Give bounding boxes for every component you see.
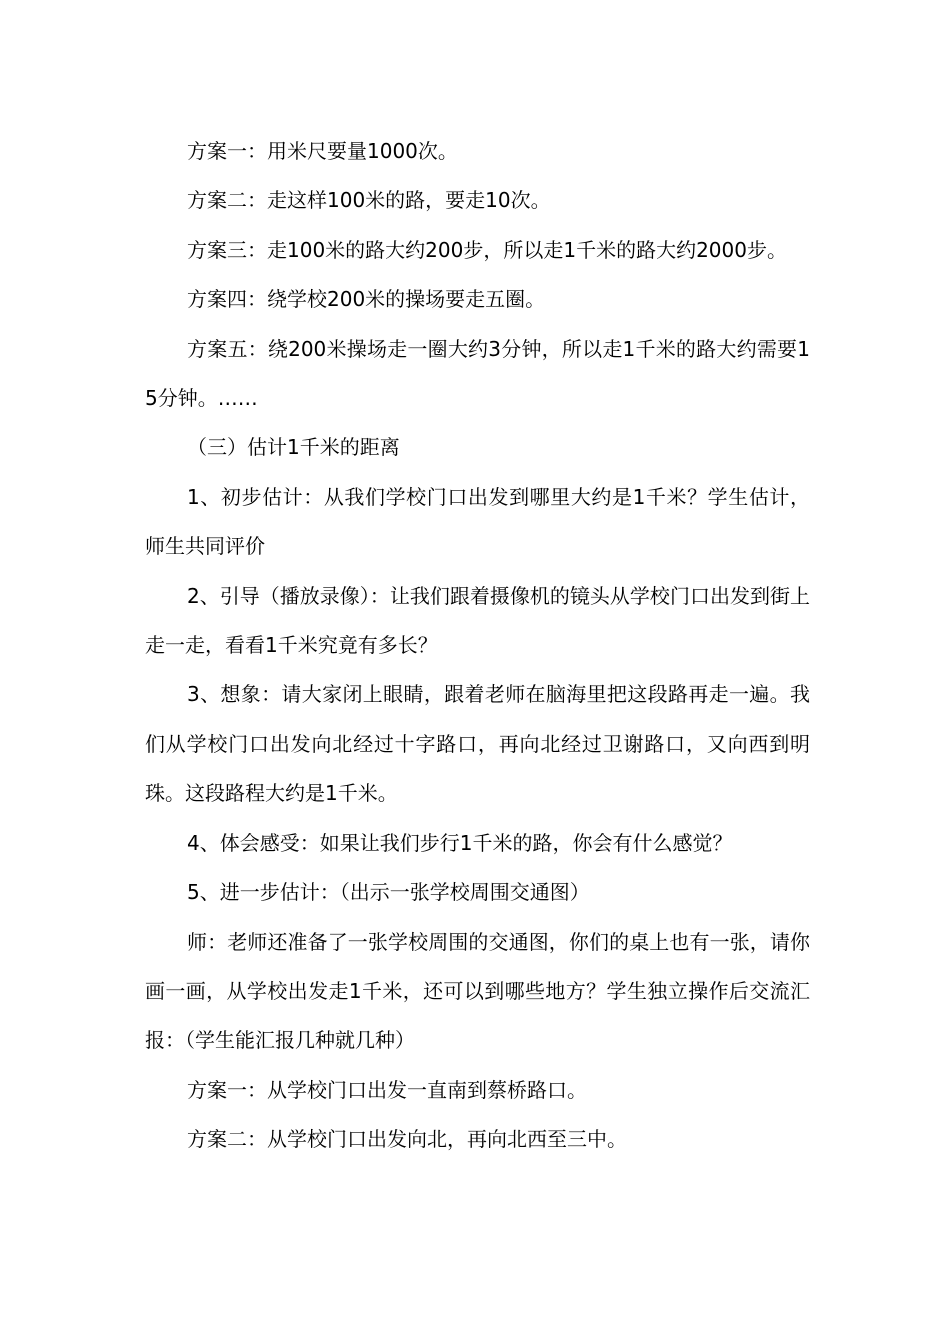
- paragraph-plan-4-laps: 方案四：绕学校200米的操场要走五圈。: [187, 287, 546, 312]
- paragraph-plan-2-walk: 方案二：走这样100米的路，要走10次。: [187, 188, 551, 213]
- paragraph-plan-5-minutes: 方案五：绕200米操场走一圈大约3分钟，所以走1千米的路大约需要15分钟。……: [145, 336, 810, 411]
- paragraph-teacher: 师：老师还准备了一张学校周围的交通图，你们的桌上也有一张，请你画一画，从学校出发走1千米，还可以到哪些地方？学生独立操作后交流汇报：（学生能汇报几种就几种）: [145, 929, 810, 1053]
- paragraph-route-2: 方案二：从学校门口出发向北，再向北西至三中。: [187, 1127, 627, 1152]
- paragraph-step-2: 2、引导（播放录像）：让我们跟着摄像机的镜头从学校门口出发到街上走一走，看看1千米究竟有多长？: [145, 583, 810, 658]
- document-body: [145, 127, 810, 1165]
- paragraph-plan-3-steps: 方案三：走100米的路大约200步，所以走1千米的路大约2000步。: [187, 237, 787, 262]
- paragraph-step-3: 3、想象：请大家闭上眼睛，跟着老师在脑海里把这段路再走一遍。我们从学校门口出发向北经过十字路口，再向北经过卫谢路口，又向西到明珠。这段路程大约是1千米。: [145, 682, 810, 806]
- paragraph-step-4: 4、体会感受：如果让我们步行1千米的路，你会有什么感觉？: [187, 830, 733, 855]
- paragraph-route-1: 方案一：从学校门口出发一直南到蔡桥路口。: [187, 1077, 587, 1102]
- paragraph-step-1: 1、初步估计：从我们学校门口出发到哪里大约是1千米？学生估计，师生共同评价: [145, 484, 810, 559]
- paragraph-plan-1-ruler: 方案一：用米尺要量1000次。: [187, 139, 458, 163]
- section-heading: （三）估计1千米的距离: [187, 435, 400, 460]
- paragraph-step-5: 5、进一步估计：（出示一张学校周围交通图）: [187, 880, 590, 905]
